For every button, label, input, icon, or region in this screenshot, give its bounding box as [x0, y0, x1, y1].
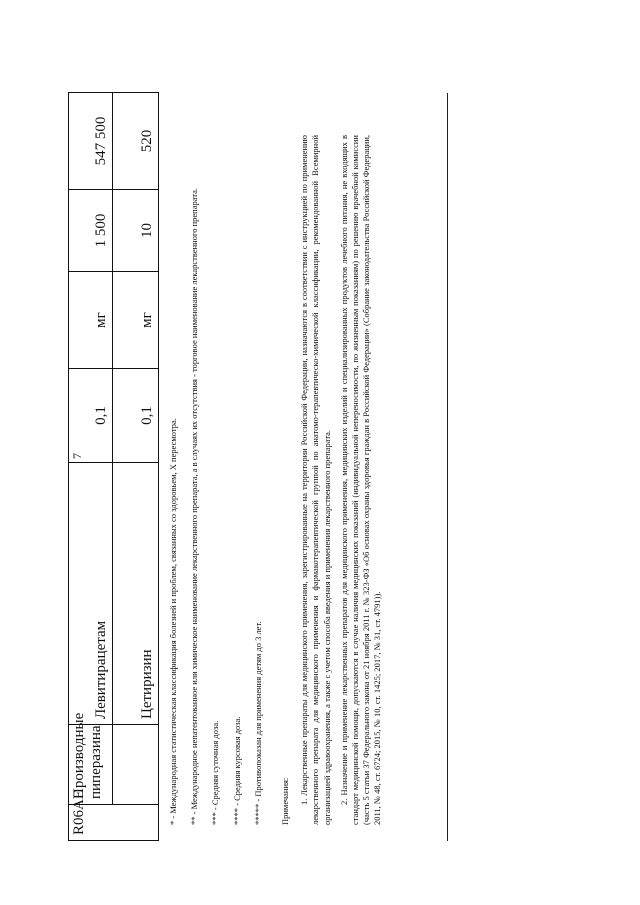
atc-code-cell: R06AE	[69, 805, 159, 841]
footnote: *** - Средняя суточная доза.	[210, 720, 221, 825]
footnote: ** - Международное непатентованное или химическое наименование лекарственного препарата, а в случаях их отсутствия - торговое наименование лекарственного препарата.	[189, 187, 200, 825]
inn-cell: Цетиризин	[113, 463, 159, 725]
dose-cell: 0,1	[69, 369, 113, 463]
dose-cell: 0,1	[113, 369, 159, 463]
note-paragraph: 2. Назначение и применение лекарственных препаратов для медицинского применения, медицинских изделий и специализированных продуктов лечебного питания, не входящих в стандарт медицинской помощи, допускаются в случае наличия медицинских показаний (индивидуальной непереносимости, по жизненным показаниям) по решению врачебной комиссии (часть 5 статьи 37 Федерального закона от 21 ноября 2011 г. № 323-ФЗ «Об основах охраны здоровья граждан в Российской Федерации» (Собрание законодательства Российской Федерации, 2011, № 48, ст. 6724; 2015, № 10, ст. 1425; 2017, № 31, ст. 4791)).	[338, 135, 383, 825]
notes-block	[168, 135, 390, 825]
footnote: * - Международная статистическая классификация болезней и проблем, связанных со здоровьем, X пересмотра.	[168, 418, 178, 825]
table-row	[69, 93, 113, 841]
notes-header: Примечания:	[280, 777, 291, 825]
drug-table	[68, 92, 159, 841]
total-cell: 547 500	[69, 93, 113, 190]
note-paragraph: 1. Лекарственные препараты для медицинского применения, зарегистрированные на территории Российской Федерации, назначаются в соответствии с инструкцией по применению лекарственного препарата для медицинского применения и фармакотерапевтической группой по анатомо-терапевтическо-химической классификации, рекомендованной Всемирной организацией здравоохранения, а также с учетом способа введения и применения лекарственного препарата.	[299, 135, 332, 825]
inn-cell: Левитирацетам	[69, 463, 113, 725]
group-name-cell: Производные пиперазина	[69, 725, 113, 805]
count-cell: 1 500	[69, 190, 113, 272]
footnote: ***** - Противопоказан для применения детям до 3 лет.	[252, 621, 263, 825]
total-cell: 520	[113, 93, 159, 190]
unit-cell: мг	[113, 272, 159, 369]
count-cell: 10	[113, 190, 159, 272]
page-number: 7	[70, 453, 84, 459]
unit-cell: мг	[69, 272, 113, 369]
table-row	[113, 93, 159, 841]
empty-cell	[113, 725, 159, 805]
footnote: **** - Средняя курсовая доза.	[231, 716, 242, 825]
bottom-rule	[447, 93, 448, 841]
